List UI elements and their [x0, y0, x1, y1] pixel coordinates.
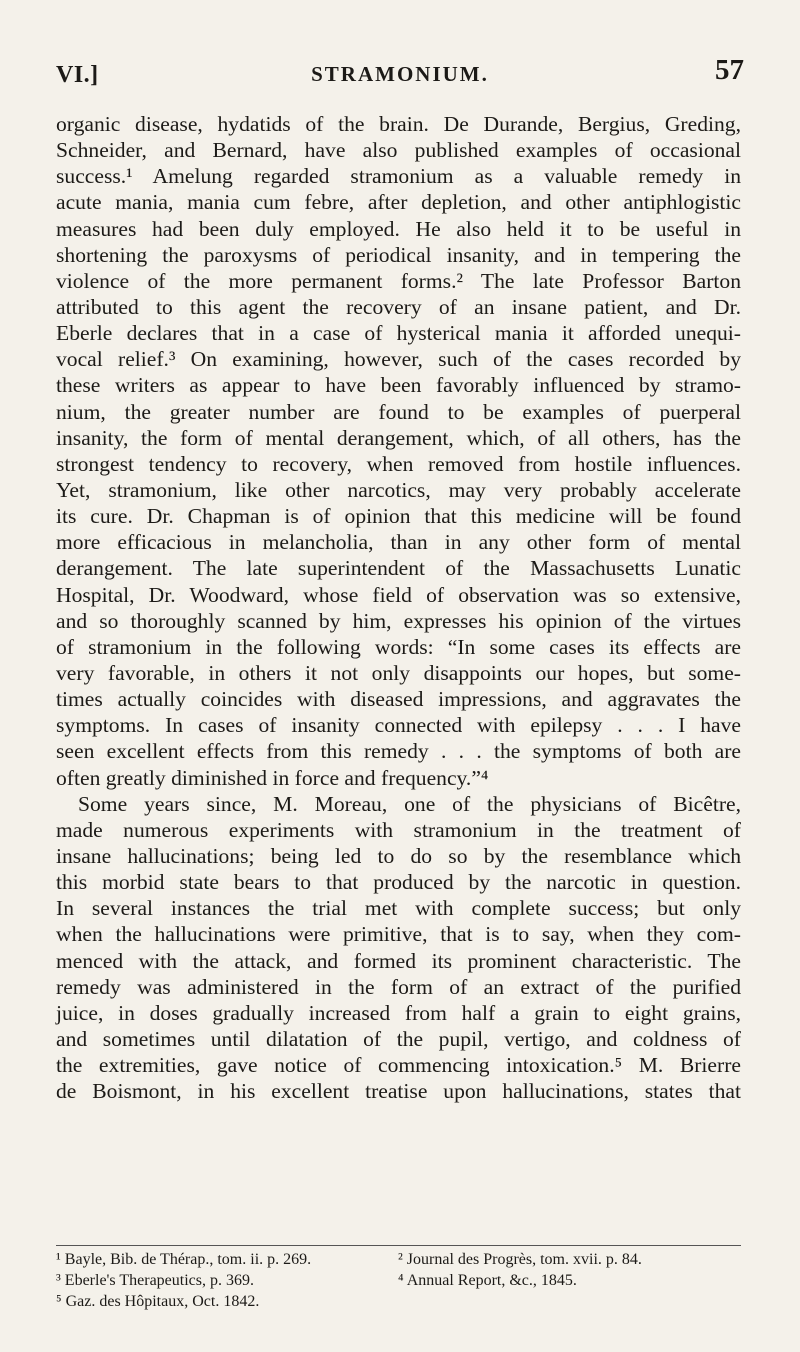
text-line: its cure. Dr. Chapman is of opinion that this medicine will be found	[56, 504, 741, 529]
page-title: STRAMONIUM.	[311, 62, 489, 86]
text-line: violence of the more permanent forms.² The late Professor Barton	[56, 268, 741, 293]
text-line: seen excellent effects from this remedy . . . the symptoms of both are	[56, 739, 741, 764]
text-line: Yet, stramonium, like other narcotics, may very probably accelerate	[56, 477, 741, 502]
text-line: organic disease, hydatids of the brain. De Durande, Bergius, Greding,	[56, 112, 741, 136]
text-line: attributed to this agent the recovery of an insane patient, and Dr.	[56, 294, 741, 319]
text-line: Hospital, Dr. Woodward, whose field of observation was so extensive,	[56, 582, 741, 607]
page-number: 57	[715, 54, 744, 86]
footnote-rule	[56, 1245, 741, 1246]
text-line: shortening the paroxysms of periodical insanity, and in tempering the	[56, 242, 741, 267]
text-line: the extremities, gave notice of commencing intoxication.⁵ M. Brierre	[56, 1053, 741, 1078]
footnote: ³ Eberle's Therapeutics, p. 369.	[56, 1272, 254, 1289]
text-line: and sometimes until dilatation of the pupil, vertigo, and coldness of	[56, 1026, 741, 1051]
footnote: ⁵ Gaz. des Hôpitaux, Oct. 1842.	[56, 1293, 260, 1310]
text-line: very favorable, in others it not only disappoints our hopes, but some-	[56, 660, 741, 685]
text-line: juice, in doses gradually increased from half a grain to eight grains,	[56, 1000, 741, 1025]
text-line: menced with the attack, and formed its prominent characteristic. The	[56, 948, 741, 973]
text-line: Eberle declares that in a case of hysterical mania it afforded unequi-	[56, 321, 741, 346]
text-line: acute mania, mania cum febre, after depletion, and other antiphlogistic	[56, 190, 741, 215]
text-line: measures had been duly employed. He also held it to be useful in	[56, 216, 741, 241]
body-text	[56, 111, 741, 1104]
text-line: times actually coincides with diseased impressions, and aggravates the	[56, 687, 741, 712]
text-line: symptoms. In cases of insanity connected with epilepsy . . . I have	[56, 713, 741, 738]
text-line: insanity, the form of mental derangement, which, of all others, has the	[56, 425, 741, 450]
text-line: Schneider, and Bernard, have also published examples of occasional	[56, 138, 741, 163]
text-line: strongest tendency to recovery, when removed from hostile influences.	[56, 451, 741, 476]
text-line: success.¹ Amelung regarded stramonium as a valuable remedy in	[56, 164, 741, 189]
chapter-marker: VI.]	[56, 62, 99, 88]
text-line: and so thoroughly scanned by him, expresses his opinion of the virtues	[56, 608, 741, 633]
running-head	[56, 54, 744, 98]
text-line: In several instances the trial met with complete success; but only	[56, 896, 741, 921]
text-line: made numerous experiments with stramonium in the treatment of	[56, 817, 741, 842]
text-line: de Boismont, in his excellent treatise upon hallucinations, states that	[56, 1079, 741, 1104]
footnote-row	[56, 1249, 746, 1270]
footnote: ⁴ Annual Report, &c., 1845.	[398, 1272, 577, 1289]
text-line: remedy was administered in the form of an extract of the purified	[56, 974, 741, 999]
text-line: nium, the greater number are found to be examples of puerperal	[56, 399, 741, 424]
text-line: more efficacious in melancholia, than in any other form of mental	[56, 530, 741, 555]
text-line: Some years since, M. Moreau, one of the physicians of Bicêtre,	[78, 791, 741, 816]
footnote: ¹ Bayle, Bib. de Thérap., tom. ii. p. 269.	[56, 1251, 312, 1268]
text-line: when the hallucinations were primitive, that is to say, when they com-	[56, 922, 741, 947]
text-line: these writers as appear to have been favorably influenced by stramo-	[56, 373, 741, 398]
text-line: derangement. The late superintendent of the Massachusetts Lunatic	[56, 556, 741, 581]
text-line: often greatly diminished in force and frequency.”⁴	[56, 765, 489, 790]
text-line: insane hallucinations; being led to do so by the resemblance which	[56, 843, 741, 868]
text-line: of stramonium in the following words: “In some cases its effects are	[56, 634, 741, 659]
footnote: ² Journal des Progrès, tom. xvii. p. 84.	[398, 1251, 642, 1268]
text-line: this morbid state bears to that produced by the narcotic in question.	[56, 870, 741, 895]
footnote-row	[56, 1270, 746, 1291]
text-line: vocal relief.³ On examining, however, such of the cases recorded by	[56, 347, 741, 372]
footnote	[398, 1291, 746, 1312]
footnote-row	[56, 1291, 746, 1312]
footnotes	[56, 1249, 746, 1312]
